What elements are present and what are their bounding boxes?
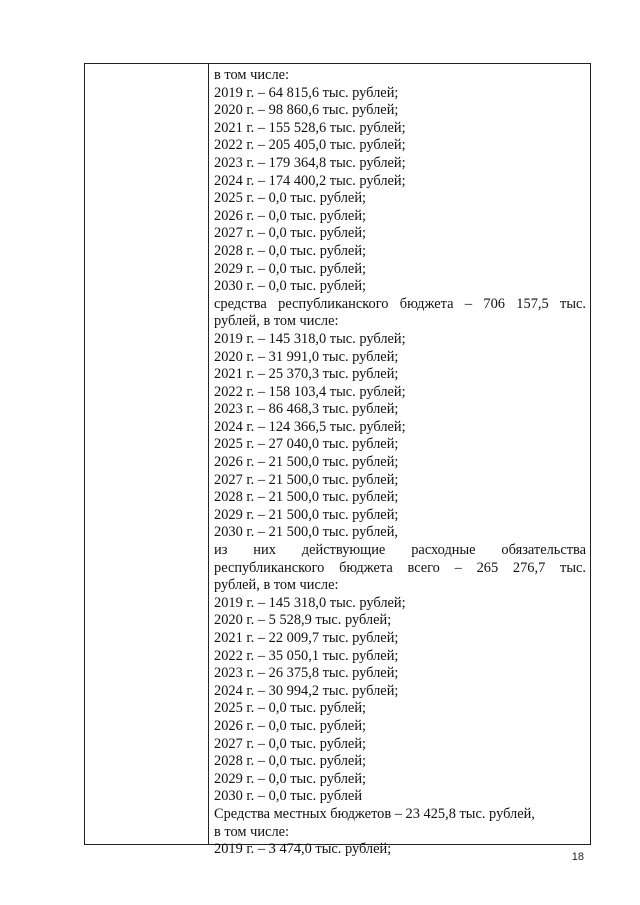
text-line: 2024 г. – 30 994,2 тыс. рублей; xyxy=(214,682,399,699)
text-line: 2029 г. – 0,0 тыс. рублей; xyxy=(214,770,367,787)
page-number: 18 xyxy=(571,851,584,863)
text-line: 2019 г. – 145 318,0 тыс. рублей; xyxy=(214,330,406,347)
text-line: 2019 г. – 64 815,6 тыс. рублей; xyxy=(214,84,399,101)
text-line: 2022 г. – 35 050,1 тыс. рублей; xyxy=(214,647,399,664)
text-line: 2022 г. – 158 103,4 тыс. рублей; xyxy=(214,383,406,400)
text-line: 2024 г. – 124 366,5 тыс. рублей; xyxy=(214,418,406,435)
text-line: 2019 г. – 3 474,0 тыс. рублей; xyxy=(214,841,392,858)
text-line: 2027 г. – 0,0 тыс. рублей; xyxy=(214,225,367,242)
text-line: рублей, в том числе: xyxy=(214,577,339,594)
text-line: 2021 г. – 155 528,6 тыс. рублей; xyxy=(214,119,406,136)
text-line: 2027 г. – 21 500,0 тыс. рублей; xyxy=(214,471,399,488)
budget-table xyxy=(84,63,591,858)
text-line: рублей, в том числе: xyxy=(214,313,339,330)
table-right-column xyxy=(209,64,590,858)
text-line: 2028 г. – 0,0 тыс. рублей; xyxy=(214,242,367,259)
text-line: 2023 г. – 86 468,3 тыс. рублей; xyxy=(214,401,399,418)
text-line: 2023 г. – 179 364,8 тыс. рублей; xyxy=(214,154,406,171)
text-line: 2030 г. – 0,0 тыс. рублей; xyxy=(214,278,367,295)
text-line: 2029 г. – 0,0 тыс. рублей; xyxy=(214,260,367,277)
text-line: 2025 г. – 27 040,0 тыс. рублей; xyxy=(214,436,399,453)
text-line: 2030 г. – 21 500,0 тыс. рублей, xyxy=(214,524,398,541)
text-line: 2025 г. – 0,0 тыс. рублей; xyxy=(214,190,367,207)
text-line: в том числе: xyxy=(214,823,290,840)
text-line: 2019 г. – 145 318,0 тыс. рублей; xyxy=(214,594,406,611)
text-line: 2020 г. – 98 860,6 тыс. рублей; xyxy=(214,102,399,119)
text-line: из них действующие расходные обязательства xyxy=(214,542,586,559)
text-line: Средства местных бюджетов – 23 425,8 тыс. рублей, xyxy=(214,805,535,822)
text-line: 2028 г. – 21 500,0 тыс. рублей; xyxy=(214,489,399,506)
text-line: 2027 г. – 0,0 тыс. рублей; xyxy=(214,735,367,752)
text-line: средства республиканского бюджета – 706 157,5 тыс. xyxy=(214,295,586,312)
text-line: 2028 г. – 0,0 тыс. рублей; xyxy=(214,753,367,770)
text-line: 2026 г. – 0,0 тыс. рублей; xyxy=(214,207,367,224)
text-line: 2025 г. – 0,0 тыс. рублей; xyxy=(214,700,367,717)
text-line: 2024 г. – 174 400,2 тыс. рублей; xyxy=(214,172,406,189)
text-line: 2020 г. – 5 528,9 тыс. рублей; xyxy=(214,612,392,629)
table-left-column xyxy=(85,64,209,844)
text-line: в том числе: xyxy=(214,67,290,83)
text-line: 2029 г. – 21 500,0 тыс. рублей; xyxy=(214,506,399,523)
text-line: 2026 г. – 0,0 тыс. рублей; xyxy=(214,717,367,734)
text-line: 2030 г. – 0,0 тыс. рублей xyxy=(214,788,363,805)
text-line: 2020 г. – 31 991,0 тыс. рублей; xyxy=(214,348,399,365)
text-line: 2021 г. – 25 370,3 тыс. рублей; xyxy=(214,366,399,383)
text-line: 2023 г. – 26 375,8 тыс. рублей; xyxy=(214,665,399,682)
text-line: 2021 г. – 22 009,7 тыс. рублей; xyxy=(214,630,399,646)
text-line: 2026 г. – 21 500,0 тыс. рублей; xyxy=(214,454,399,471)
text-line: 2022 г. – 205 405,0 тыс. рублей; xyxy=(214,137,406,154)
text-line: республиканского бюджета всего – 265 276,7 тыс. xyxy=(214,559,586,576)
